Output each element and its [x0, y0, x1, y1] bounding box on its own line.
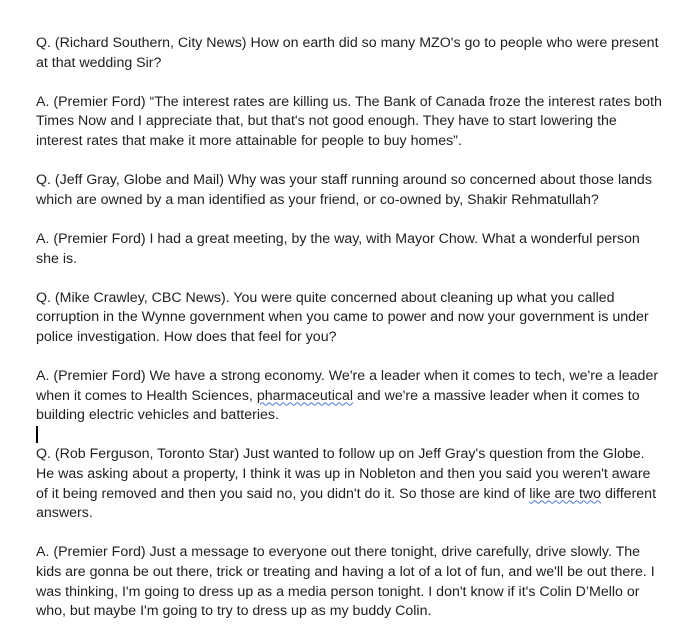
spellcheck-flagged-word[interactable]: pharmaceutical — [256, 387, 354, 404]
spellcheck-flagged-phrase[interactable]: like are two — [529, 485, 602, 502]
answer-paragraph: A. (Premier Ford) Just a message to everyone out there tonight, drive carefully, drive slowly. The kids are gonna be out there, trick or treating and having a lot of a lot of fun, and we'll be out there. I was thinking, I'm going to dress up as a media person tonight. I don't know if it's Colin D’Mello or who, but maybe I'm going to try to dress up as my buddy Colin. — [36, 544, 655, 620]
text-cursor — [36, 426, 38, 443]
document-body[interactable] — [36, 34, 666, 641]
text-run: different answers. — [36, 485, 657, 522]
question-paragraph: Q. (Richard Southern, City News) How on earth did so many MZO's go to people who were present at that wedding Sir? — [36, 35, 659, 71]
answer-paragraph: A. (Premier Ford) I had a great meeting, by the way, with Mayor Chow. What a wonderful person she is. — [36, 230, 640, 267]
question-paragraph: Q. (Jeff Gray, Globe and Mail) Why was your staff running around so concerned about those lands which are owned by a man identified as your friend, or co-owned by, Shakir Rehmatullah? — [36, 172, 652, 208]
question-paragraph: Q. (Mike Crawley, CBC News). You were quite concerned about cleaning up what you called corruption in the Wynne government when you came to power and now your government is under police investigation. How does that feel for you? — [36, 289, 649, 345]
text-run: A. (Premier Ford) We have a strong economy. We're a leader when it comes to tech, we're a leader when it comes to Health Sciences, — [36, 368, 659, 404]
text-run: Q. (Rob Ferguson, Toronto Star) Just wanted to follow up on Jeff Gray's question from the Globe. He was asking about a property, I think it was up in Nobleton and then you said you weren't aware of it being removed and then you said no, you didn't do it. So those are kind of — [36, 446, 651, 502]
answer-paragraph — [36, 367, 666, 426]
question-paragraph — [36, 445, 666, 523]
answer-paragraph: A. (Premier Ford) “The interest rates are killing us. The Bank of Canada froze the interest rates both Times Now and I appreciate that, but that's not good enough. They have to start lowering the interest rates that make it more attainable for people to buy homes”. — [36, 93, 662, 149]
text-run: and we're a massive leader when it comes to building electric vehicles and batteries. — [36, 387, 640, 424]
